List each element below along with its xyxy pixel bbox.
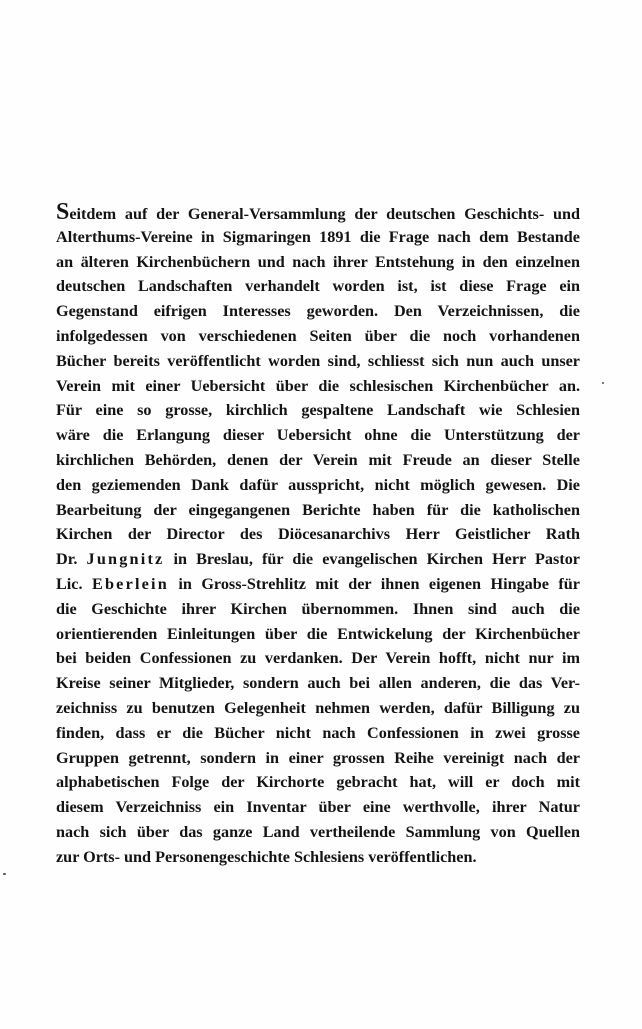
text-line: Für eine so grosse, kirchlich gespaltene Landschaft wie Schlesien xyxy=(56,401,580,420)
text-line: an älteren Kirchenbüchern und nach ihrer Entstehung in den einzelnen xyxy=(56,252,580,271)
body-paragraph xyxy=(56,200,580,870)
text-line: nach sich über das ganze Land vertheilende Sammlung von Quellen xyxy=(56,822,580,841)
text-line: diesem Verzeichniss ein Inventar über eine werthvolle, ihrer Natur xyxy=(56,798,580,817)
text-line: Bücher bereits veröffentlicht worden sind, schliesst sich nun auch unser xyxy=(56,351,580,370)
name-jungnitz: Jungnitz xyxy=(86,550,165,569)
text-line: den geziemenden Dank dafür ausspricht, nicht möglich gewesen. Die xyxy=(56,475,580,494)
text-line: orientierenden Einleitungen über die Entwickelung der Kirchenbücher xyxy=(56,624,580,643)
drop-initial: S xyxy=(56,199,70,225)
scan-speck xyxy=(3,873,6,875)
text-line: deutschen Landschaften verhandelt worden ist, ist diese Frage ein xyxy=(56,277,580,296)
text-line: zeichniss zu benutzen Gelegenheit nehmen werden, dafür Billigung zu xyxy=(56,698,580,717)
scan-speck xyxy=(602,382,604,384)
text-line: Alterthums-Vereine in Sigmaringen 1891 die Frage nach dem Bestande xyxy=(56,227,580,246)
text-line: Kirchen der Director des Diöcesanarchivs Herr Geistlicher Rath xyxy=(56,525,580,544)
name-eberlein: Eberlein xyxy=(91,574,169,593)
text-line: Bearbeitung der eingegangenen Berichte haben für die katholischen xyxy=(56,500,580,519)
text-line: bei beiden Confessionen zu verdanken. Der Verein hofft, nicht nur im xyxy=(56,649,580,668)
text-line: finden, dass er die Bücher nicht nach Confessionen in zwei grosse xyxy=(56,723,580,742)
text-line-last: zur Orts- und Personengeschichte Schlesiens veröffentlichen. xyxy=(56,847,477,866)
text-line: Kreise seiner Mitglieder, sondern auch bei allen anderen, die das Ver- xyxy=(56,674,580,693)
text-line: Gruppen getrennt, sondern in einer grossen Reihe vereinigt nach der xyxy=(56,748,580,767)
text-line: infolgedessen von verschiedenen Seiten über die noch vorhandenen xyxy=(56,326,580,345)
text-line: Verein mit einer Uebersicht über die schlesischen Kirchenbücher an. xyxy=(56,376,580,395)
text-line: Lic. Eberlein in Gross-Strehlitz mit der ihnen eigenen Hingabe für xyxy=(56,574,580,593)
text-line: wäre die Erlangung dieser Uebersicht ohne die Unterstützung der xyxy=(56,426,580,445)
text-line: alphabetischen Folge der Kirchorte gebracht hat, will er doch mit xyxy=(56,773,580,792)
text-line: Gegenstand eifrigen Interesses geworden. Den Verzeichnissen, die xyxy=(56,302,580,321)
text-line: die Geschichte ihrer Kirchen übernommen. Ihnen sind auch die xyxy=(56,599,580,618)
text-line: Seitdem auf der General-Versammlung der deutschen Geschichts- und xyxy=(56,199,580,225)
text-line: Dr. Jungnitz in Breslau, für die evangelischen Kirchen Herr Pastor xyxy=(56,550,580,569)
text-line: kirchlichen Behörden, denen der Verein mit Freude an dieser Stelle xyxy=(56,450,580,469)
